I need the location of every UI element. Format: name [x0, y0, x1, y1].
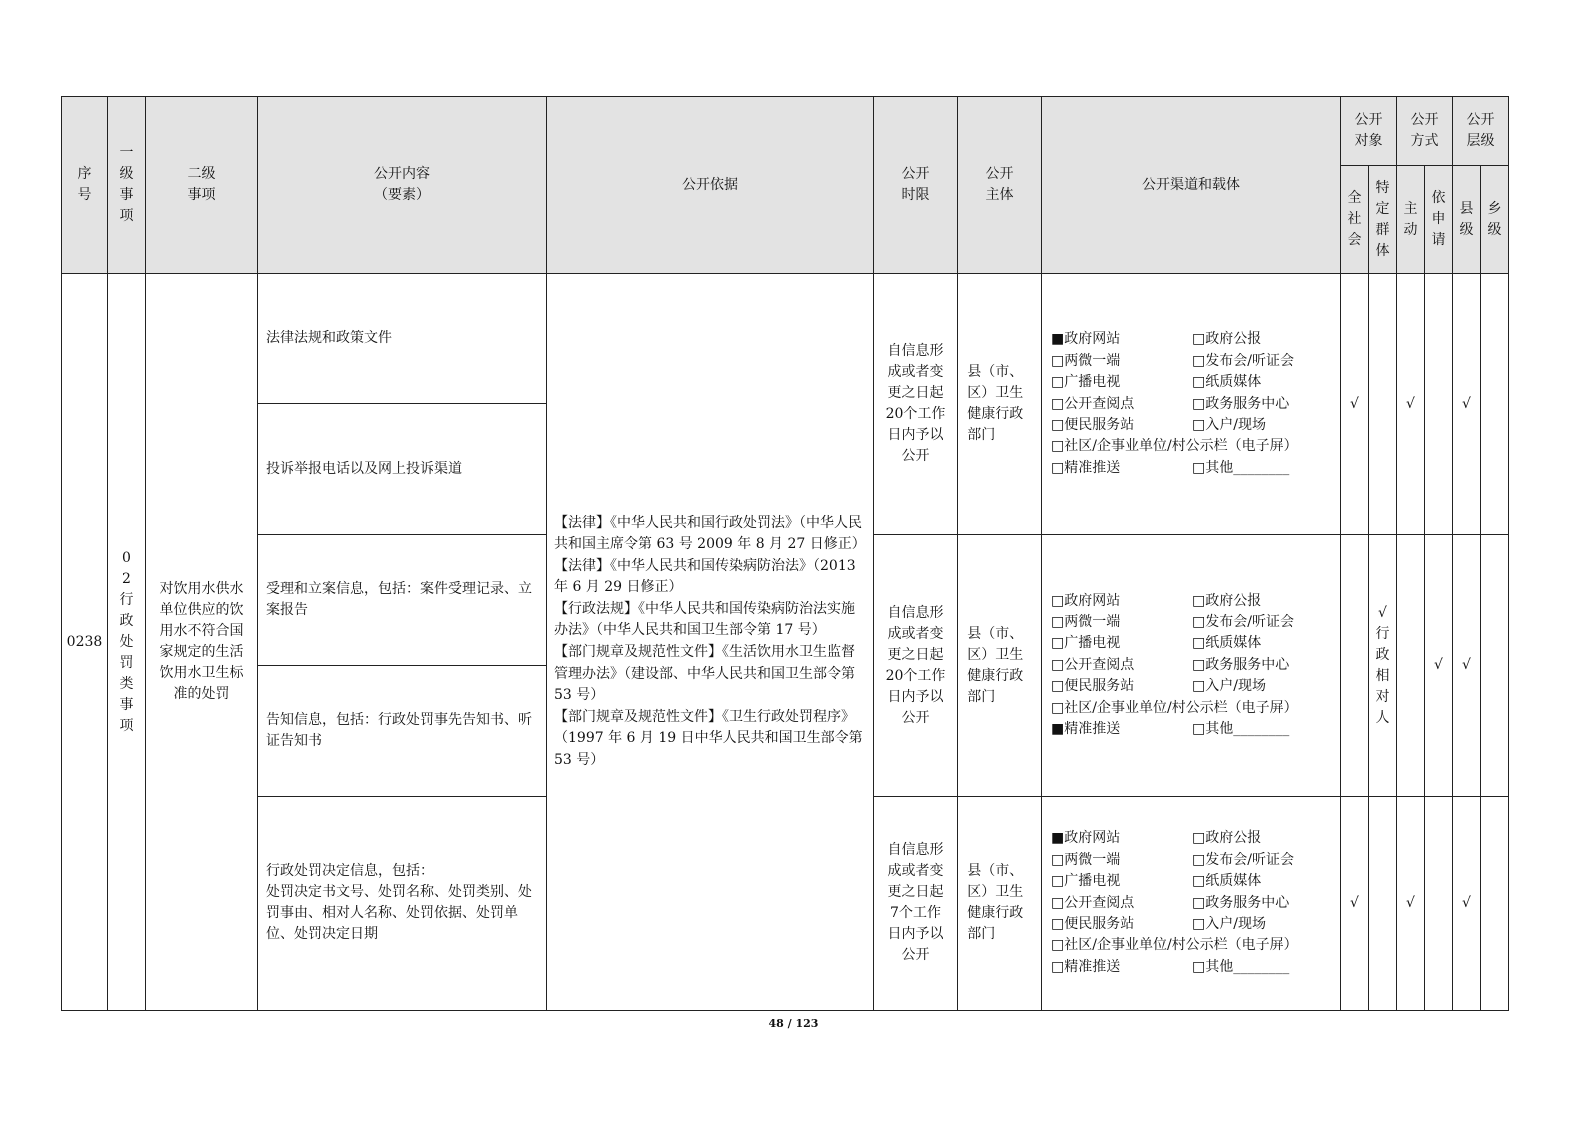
level1-cell: 02行政处罚类事项 [108, 274, 146, 1011]
header-target: 公开 对象 [1341, 97, 1397, 166]
channel-option: □两微一端 [1051, 614, 1121, 631]
channel-option: □入户/现场 [1192, 417, 1266, 434]
method-request-mark: √ [1425, 535, 1453, 796]
channel-option: □政府网站 [1051, 592, 1121, 609]
header-subject: 公开 主体 [958, 97, 1042, 274]
channel-option: □两微一端 [1051, 352, 1121, 369]
channel-option: □其他________ [1192, 459, 1290, 476]
level-county-mark: √ [1453, 796, 1481, 1010]
target-specific-mark: √行政相对人 [1369, 535, 1397, 796]
method-active-mark: √ [1397, 796, 1425, 1010]
channel-option: □发布会/听证会 [1192, 352, 1294, 369]
basis-cell: 【法律】《中华人民共和国行政处罚法》（中华人民共和国主席令第 63 号 2009 年 8 月 27 日修正） 【法律】《中华人民共和国传染病防治法》（2013 年 6 月 29 日修正） 【行政法规】《中华人民共和国传染病防治法实施办法》（中华人民共和国卫生部令第 17 号） 【部门规章及规范性文件】《生活饮用水卫生监督管理办法》（建设部、中华人民共和国卫生部令第 53 号） 【部门规章及规范性文件】《卫生行政处罚程序》（1997 年 6 月 19 日中华人民共和国卫生部令第 53 号） [547, 274, 874, 1011]
channel-option: □其他________ [1192, 958, 1290, 975]
channel-option: □公开查阅点 [1051, 656, 1135, 673]
header-basis: 公开依据 [547, 97, 874, 274]
channel-option: □其他________ [1192, 721, 1290, 738]
channel-option: □社区/企事业单位/村公示栏（电子屏） [1051, 937, 1298, 954]
channel-option: □政务服务中心 [1192, 894, 1290, 911]
page-number: 48 / 123 [768, 1017, 819, 1030]
subject-cell: 县（市、区）卫生健康行政部门 [958, 535, 1042, 796]
channel-option: □社区/企事业单位/村公示栏（电子屏） [1051, 699, 1298, 716]
channels-cell [1042, 274, 1341, 535]
method-request-mark [1425, 274, 1453, 535]
header-method-active: 主动 [1397, 166, 1425, 274]
level2-cell: 对饮用水供水单位供应的饮用水不符合国家规定的生活饮用水卫生标准的处罚 [146, 274, 258, 1011]
channel-option: □公开查阅点 [1051, 894, 1135, 911]
channel-option: □入户/现场 [1192, 678, 1266, 695]
target-specific-mark [1369, 274, 1397, 535]
channel-option: □发布会/听证会 [1192, 851, 1294, 868]
channels-cell [1042, 535, 1341, 796]
header-target-all: 全社会 [1341, 166, 1369, 274]
content-item: 告知信息，包括：行政处罚事先告知书、听证告知书 [258, 665, 547, 796]
header-time-limit: 公开 时限 [874, 97, 958, 274]
method-active-mark [1397, 535, 1425, 796]
time-limit-cell: 自信息形成或者变更之日起20个工作日内予以公开 [874, 535, 958, 796]
channel-option: □发布会/听证会 [1192, 614, 1294, 631]
content-item: 法律法规和政策文件 [258, 274, 547, 404]
content-item: 投诉举报电话以及网上投诉渠道 [258, 404, 547, 535]
method-request-mark [1425, 796, 1453, 1010]
channel-option: □两微一端 [1051, 851, 1121, 868]
channel-option: □纸质媒体 [1192, 873, 1262, 890]
time-limit-cell: 自信息形成或者变更之日起20个工作日内予以公开 [874, 274, 958, 535]
channels-cell [1042, 796, 1341, 1010]
header-content: 公开内容 （要素） [258, 97, 547, 274]
header-level: 公开 层级 [1453, 97, 1509, 166]
channel-option: □政府公报 [1192, 830, 1262, 847]
channel-option: □广播电视 [1051, 873, 1121, 890]
level-township-mark [1481, 274, 1509, 535]
channel-option: □广播电视 [1051, 635, 1121, 652]
content-item: 受理和立案信息，包括：案件受理记录、立案报告 [258, 535, 547, 665]
channel-option: □政务服务中心 [1192, 395, 1290, 412]
header-level-township: 乡级 [1481, 166, 1509, 274]
header-level1: 一级事项 [108, 97, 146, 274]
header-level-county: 县级 [1453, 166, 1481, 274]
channel-option: □便民服务站 [1051, 417, 1135, 434]
channel-option: □政府公报 [1192, 331, 1262, 348]
subject-cell: 县（市、区）卫生健康行政部门 [958, 796, 1042, 1010]
channel-option: □政府公报 [1192, 592, 1262, 609]
header-channels: 公开渠道和载体 [1042, 97, 1341, 274]
channel-option: □便民服务站 [1051, 678, 1135, 695]
channel-option: □社区/企事业单位/村公示栏（电子屏） [1051, 438, 1298, 455]
header-level2: 二级事项 [146, 97, 258, 274]
content-item: 行政处罚决定信息，包括： 处罚决定书文号、处罚名称、处罚类别、处罚事由、相对人名称、处罚依据、处罚单位、处罚决定日期 [258, 796, 547, 1010]
level-township-mark [1481, 796, 1509, 1010]
channel-option: ■政府网站 [1051, 331, 1121, 348]
channel-option: □入户/现场 [1192, 916, 1266, 933]
method-active-mark: √ [1397, 274, 1425, 535]
header-target-specific: 特定群体 [1369, 166, 1397, 274]
disclosure-table [61, 96, 1509, 1011]
channel-option: □纸质媒体 [1192, 374, 1262, 391]
subject-cell: 县（市、区）卫生健康行政部门 [958, 274, 1042, 535]
channel-option: □广播电视 [1051, 374, 1121, 391]
channel-option: □精准推送 [1051, 459, 1121, 476]
target-specific-mark [1369, 796, 1397, 1010]
time-limit-cell: 自信息形成或者变更之日起7个工作日内予以公开 [874, 796, 958, 1010]
channel-option: ■政府网站 [1051, 830, 1121, 847]
target-all-mark: √ [1341, 796, 1369, 1010]
channel-option: ■精准推送 [1051, 721, 1121, 738]
level-township-mark [1481, 535, 1509, 796]
channel-option: □精准推送 [1051, 958, 1121, 975]
level-county-mark: √ [1453, 274, 1481, 535]
table-row [62, 274, 1509, 404]
target-all-mark: √ [1341, 274, 1369, 535]
target-all-mark [1341, 535, 1369, 796]
level-county-mark: √ [1453, 535, 1481, 796]
header-seq: 序号 [62, 97, 108, 274]
channel-option: □便民服务站 [1051, 916, 1135, 933]
header-method-request: 依申请 [1425, 166, 1453, 274]
channel-option: □纸质媒体 [1192, 635, 1262, 652]
channel-option: □公开查阅点 [1051, 395, 1135, 412]
seq-cell: 0238 [62, 274, 108, 1011]
header-method: 公开 方式 [1397, 97, 1453, 166]
channel-option: □政务服务中心 [1192, 656, 1290, 673]
